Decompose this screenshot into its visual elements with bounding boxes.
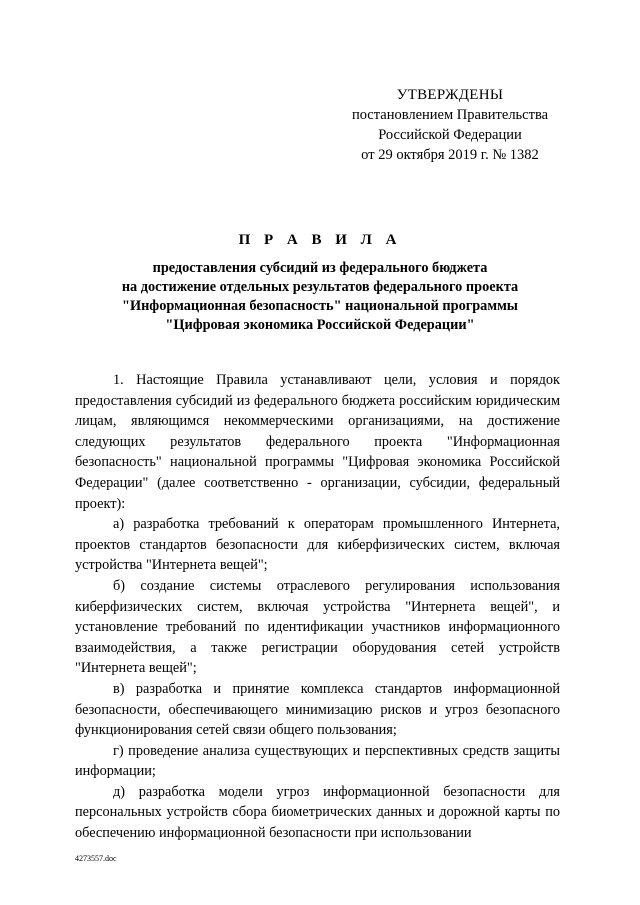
approval-heading: УТВЕРЖДЕНЫ (396, 87, 504, 103)
approval-line-1: постановлением Правительства (351, 107, 549, 123)
approval-line-3: от 29 октября 2019 г. № 1382 (361, 147, 539, 163)
paragraph-v: в) разработка и принятие комплекса стандартов информационной безопасности, обеспечивающего минимизацию рисков и угроз безопасного функционирования сетей связи общего пользования; (75, 680, 560, 739)
approval-line-2: Российской Федерации (378, 127, 522, 143)
paragraph-d: д) разработка модели угроз информационной безопасности для персональных устройств сбора биометрических данных и дорожной карты по обеспечению информационной безопасности при использовании (75, 783, 560, 842)
approval-block (330, 85, 570, 165)
document-body (75, 370, 560, 844)
paragraph-1: 1. Настоящие Правила устанавливают цели, условия и порядок предоставления субсидий из федерального бюджета российским юридическим лицам, являющимся некоммерческими организациями, на достижение следующих результатов федерального проекта "Информационная безопасность" национальной программы "Цифровая экономика Российской Федерации" (далее соответственно - организации, субсидии, федеральный проект): (75, 372, 560, 512)
paragraph-a: а) разработка требований к операторам промышленного Интернета, проектов стандартов безопасности для киберфизических систем, включая устройства "Интернета вещей"; (75, 516, 560, 574)
document-subtitle (60, 259, 580, 335)
subtitle-line-1: предоставления субсидий из федерального бюджета (152, 260, 488, 276)
subtitle-line-2: на достижение отдельных результатов федерального проекта (121, 279, 519, 295)
paragraph-g: г) проведение анализа существующих и перспективных средств защиты информации; (75, 742, 560, 780)
subtitle-line-4: "Цифровая экономика Российской Федерации" (165, 317, 475, 333)
subtitle-line-3: "Информационная безопасность" национальной программы (122, 298, 518, 314)
file-reference: 4273557.doc (75, 854, 117, 863)
paragraph-b: б) создание системы отраслевого регулирования использования киберфизических систем, включая устройства "Интернета вещей", и установление требований по идентификации участников информационного взаимодействия, а также регистрации оборудования сетей устройств "Интернета вещей"; (75, 577, 560, 677)
document-title: П Р А В И Л А (238, 232, 402, 248)
